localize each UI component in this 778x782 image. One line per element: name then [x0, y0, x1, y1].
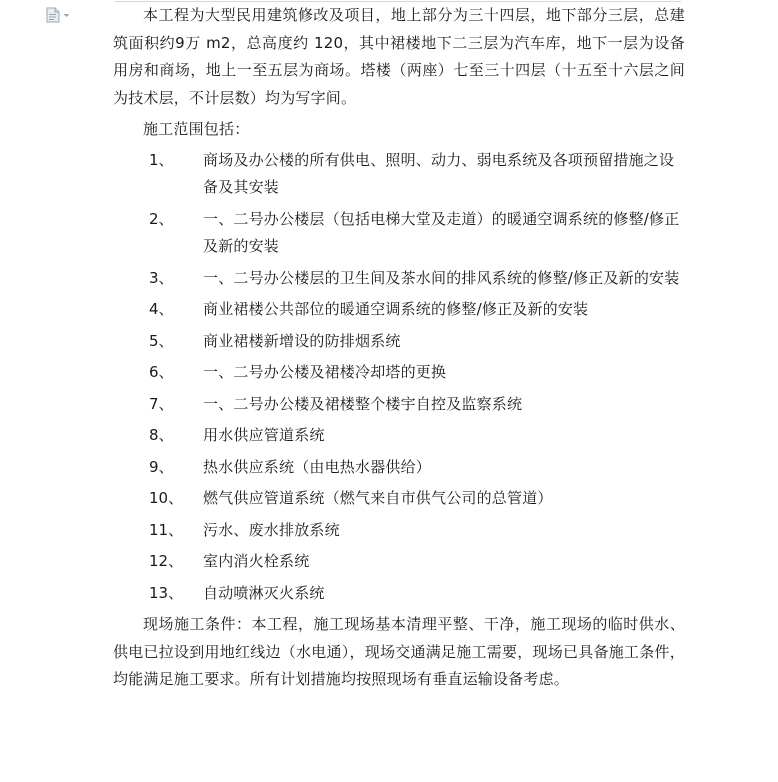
list-item	[113, 517, 685, 545]
list-item-text: 用水供应管道系统	[203, 426, 325, 444]
chevron-down-icon	[63, 13, 70, 18]
list-item	[113, 548, 685, 576]
list-item-number: 3、	[149, 268, 174, 287]
list-item	[113, 580, 685, 608]
list-item	[113, 296, 685, 324]
list-item	[113, 454, 685, 482]
list-item-text: 商业裙楼新增设的防排烟系统	[203, 331, 401, 350]
list-item-number: 11、	[149, 520, 184, 539]
document-icon	[46, 7, 60, 23]
list-item-number: 7、	[149, 394, 174, 413]
list-item	[113, 328, 685, 356]
scope-list	[113, 147, 685, 608]
list-item-text: 一、二号办公楼层的卫生间及茶水间的排风系统的修整/修正及新的安装	[203, 268, 680, 287]
list-item-text: 室内消火栓系统	[203, 552, 310, 570]
list-item	[113, 391, 685, 419]
list-item-number: 6、	[149, 363, 174, 381]
list-item-text: 燃气供应管道系统（燃气来自市供气公司的总管道）	[203, 489, 553, 507]
intro-paragraph: 本工程为大型民用建筑修改及项目，地上部分为三十四层，地下部分三层，总建筑面积约9万 m2，总高度约 120，其中裙楼地下二三层为汽车库，地下一层为设备用房和商场，地上一至五层为商场。塔楼（两座）七至三十四层（十五至十六层之间为技术层，不计层数）均为写字间。	[113, 6, 685, 107]
list-item-text: 自动喷淋灭火系统	[203, 583, 325, 602]
list-item-number: 10、	[149, 489, 184, 507]
list-item-text: 一、二号办公楼及裙楼整个楼宇自控及监察系统	[203, 394, 523, 413]
scope-heading: 施工范围包括：	[143, 120, 250, 138]
list-item-text: 一、二号办公楼层（包括电梯大堂及走道）的暖通空调系统的修整/修正及新的安装	[203, 209, 680, 255]
list-item-number: 4、	[149, 300, 174, 318]
list-item-number: 13、	[149, 583, 184, 602]
list-item-text: 一、二号办公楼及裙楼冷却塔的更换	[203, 363, 447, 381]
list-item-number: 9、	[149, 457, 174, 476]
conditions-paragraph: 现场施工条件：本工程，施工现场基本清理平整、干净，施工现场的临时供水、供电已拉设到用地红线边（水电通），现场交通满足施工需要，现场已具备施工条件，均能满足施工要求。所有计划措施均按照现场有垂直运输设备考虑。	[113, 615, 685, 688]
document-menu[interactable]	[46, 6, 80, 24]
list-item	[113, 206, 685, 261]
list-item-text: 热水供应系统（由电热水器供给）	[203, 457, 432, 476]
list-item	[113, 265, 685, 293]
list-item-number: 2、	[149, 209, 174, 228]
list-item	[113, 485, 685, 513]
list-item-text: 商场及办公楼的所有供电、照明、动力、弱电系统及各项预留措施之设备及其安装	[203, 150, 675, 196]
list-item-number: 5、	[149, 331, 174, 350]
list-item-text: 商业裙楼公共部位的暖通空调系统的修整/修正及新的安装	[203, 300, 589, 318]
list-item-number: 1、	[149, 150, 174, 169]
list-item-number: 8、	[149, 426, 174, 444]
document-page	[113, 2, 685, 694]
list-item	[113, 147, 685, 202]
list-item-text: 污水、废水排放系统	[203, 520, 340, 539]
list-item-number: 12、	[149, 552, 184, 570]
list-item	[113, 359, 685, 387]
list-item	[113, 422, 685, 450]
